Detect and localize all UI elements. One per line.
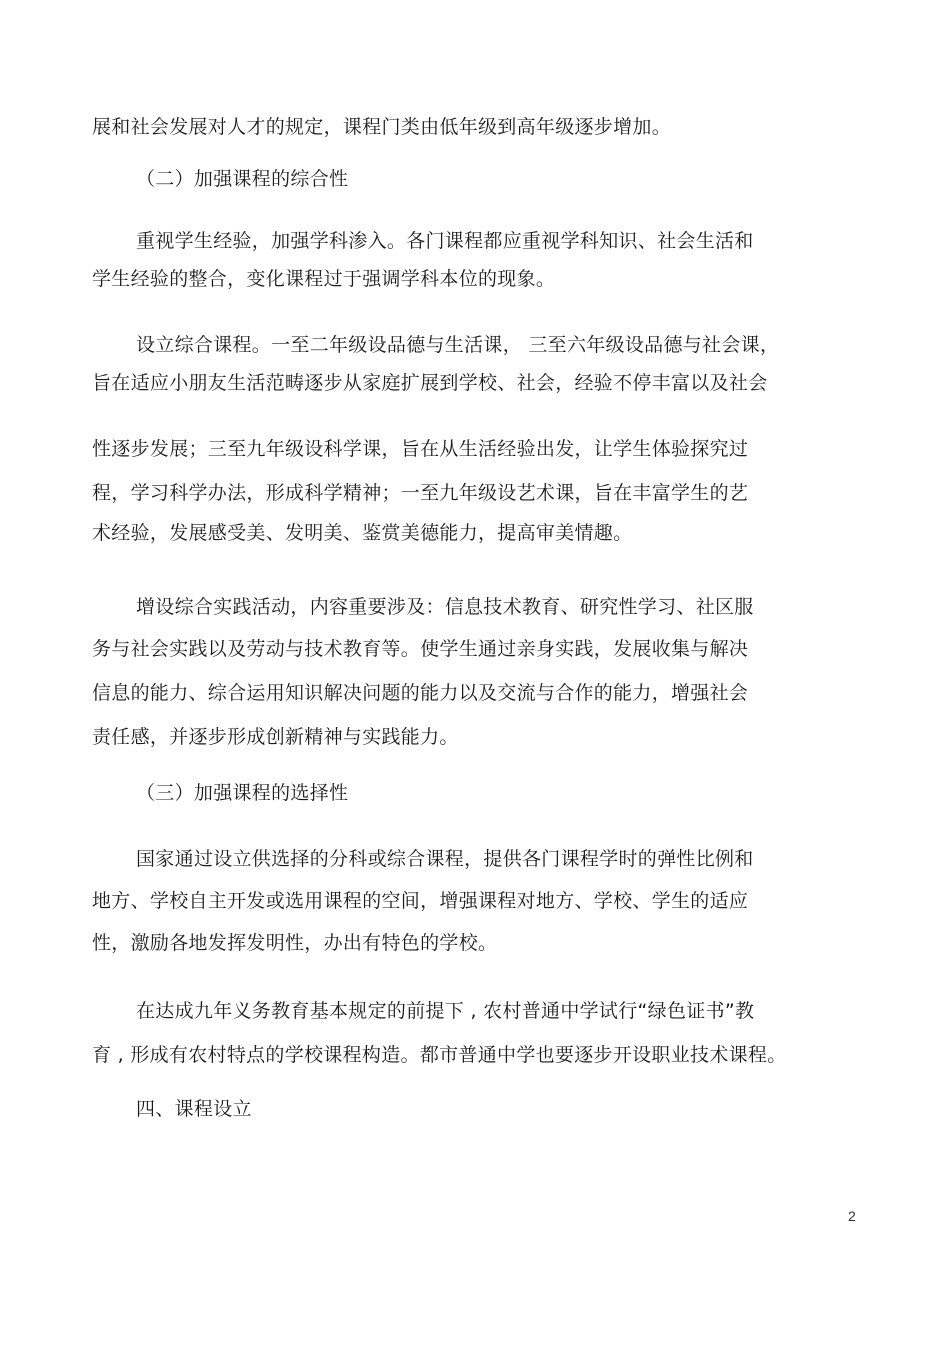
paragraph-line: 育 , 形成有农村特点的学校课程构造。都市普通中学也要逐步开设职业技术课程。 xyxy=(92,1044,787,1066)
paragraph-line: 信息的能力、综合运用知识解决问题的能力以及交流与合作的能力，增强社会 xyxy=(92,682,749,704)
paragraph-line: 性逐步发展；三至九年级设科学课，旨在从生活经验出发，让学生体验探究过 xyxy=(92,438,749,460)
paragraph-line: 增设综合实践活动，内容重要涉及：信息技术教育、研究性学习、社区服 xyxy=(136,596,754,618)
paragraph-line: 术经验，发展感受美、发明美、鉴赏美德能力，提高审美情趣。 xyxy=(92,522,633,544)
paragraph-line: 程，学习科学办法，形成科学精神；一至九年级设艺术课，旨在丰富学生的艺 xyxy=(92,482,749,504)
section-heading: （三）加强课程的选择性 xyxy=(136,782,349,804)
paragraph-line: 设立综合课程。一至二年级设品德与生活课， 三至六年级设品德与社会课， xyxy=(136,334,780,356)
paragraph-line: 展和社会发展对人才的规定，课程门类由低年级到高年级逐步增加。 xyxy=(92,116,672,138)
paragraph-line: 务与社会实践以及劳动与技术教育等。使学生通过亲身实践，发展收集与解决 xyxy=(92,638,749,660)
paragraph-line: 学生经验的整合，变化课程过于强调学科本位的现象。 xyxy=(92,268,556,290)
page-number: 2 xyxy=(848,1208,856,1224)
paragraph-line: 在达成九年义务教育基本规定的前提下 , 农村普通中学试行“绿色证书”教 xyxy=(136,1000,755,1022)
section-heading: （二）加强课程的综合性 xyxy=(136,168,349,190)
paragraph-line: 重视学生经验，加强学科渗入。各门课程都应重视学科知识、社会生活和 xyxy=(136,230,754,252)
paragraph-line: 地方、学校自主开发或选用课程的空间，增强课程对地方、学校、学生的适应 xyxy=(92,890,749,912)
paragraph-line: 责任感，并逐步形成创新精神与实践能力。 xyxy=(92,726,459,748)
paragraph-line: 旨在适应小朋友生活范畴逐步从家庭扩展到学校、社会，经验不停丰富以及社会 xyxy=(92,372,768,394)
section-heading: 四、课程设立 xyxy=(136,1098,252,1120)
paragraph-line: 性，激励各地发挥发明性，办出有特色的学校。 xyxy=(92,932,498,954)
paragraph-line: 国家通过设立供选择的分科或综合课程，提供各门课程学时的弹性比例和 xyxy=(136,848,754,870)
